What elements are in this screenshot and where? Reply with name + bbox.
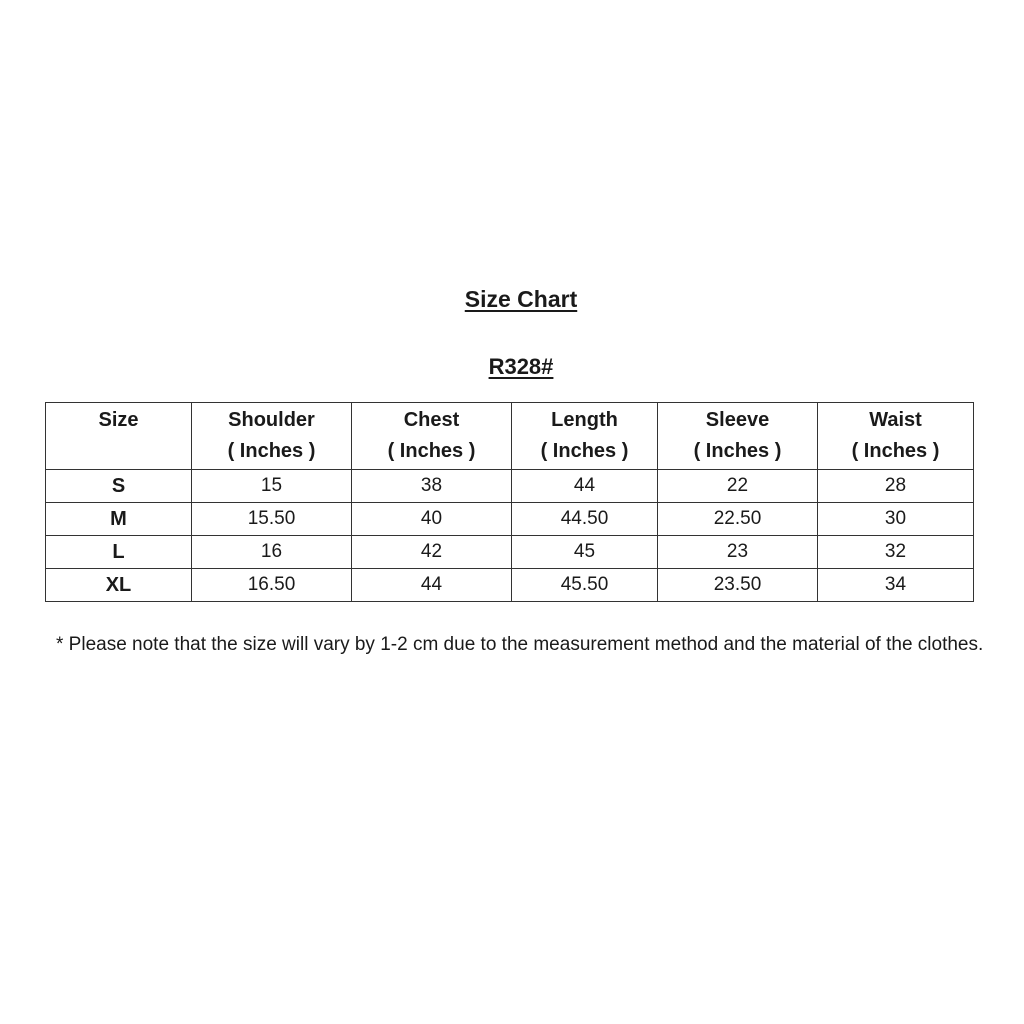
column-header-sleeve	[658, 403, 818, 470]
size-cell: M	[46, 503, 192, 536]
column-header-label: Size	[98, 409, 139, 431]
column-header-label: Waist	[869, 409, 922, 431]
chest-cell: 38	[352, 470, 512, 503]
waist-cell: 28	[818, 470, 974, 503]
length-cell: 44.50	[512, 503, 658, 536]
size-cell: XL	[46, 569, 192, 602]
table-row	[46, 536, 974, 569]
length-cell: 45.50	[512, 569, 658, 602]
column-header-label: Length	[551, 409, 618, 431]
waist-cell: 34	[818, 569, 974, 602]
shoulder-cell: 16.50	[192, 569, 352, 602]
column-header-unit: ( Inches )	[693, 440, 782, 462]
size-cell: S	[46, 470, 192, 503]
column-header-chest	[352, 403, 512, 470]
column-header-unit: ( Inches )	[540, 440, 629, 462]
waist-cell: 32	[818, 536, 974, 569]
column-header-unit: ( Inches )	[851, 440, 940, 462]
chest-cell: 40	[352, 503, 512, 536]
column-header-shoulder	[192, 403, 352, 470]
column-header-label: Sleeve	[705, 409, 770, 431]
shoulder-cell: 15.50	[192, 503, 352, 536]
column-header-unit: ( Inches )	[227, 440, 316, 462]
size-cell: L	[46, 536, 192, 569]
product-code: R328#	[488, 354, 554, 379]
table-row	[46, 569, 974, 602]
shoulder-cell: 15	[192, 470, 352, 503]
column-header-label: Shoulder	[228, 409, 315, 431]
sleeve-cell: 23	[658, 536, 818, 569]
waist-cell: 30	[818, 503, 974, 536]
measurement-note: * Please note that the size will vary by 1-2 cm due to the measurement method and the material of the clothes.	[56, 634, 984, 655]
column-header-size	[46, 403, 192, 470]
size-chart-table	[45, 402, 974, 602]
sleeve-cell: 22	[658, 470, 818, 503]
column-header-waist	[818, 403, 974, 470]
column-header-label: Chest	[403, 409, 460, 431]
column-header-length	[512, 403, 658, 470]
sleeve-cell: 22.50	[658, 503, 818, 536]
chest-cell: 42	[352, 536, 512, 569]
length-cell: 45	[512, 536, 658, 569]
page-title: Size Chart	[464, 286, 578, 312]
chest-cell: 44	[352, 569, 512, 602]
sleeve-cell: 23.50	[658, 569, 818, 602]
shoulder-cell: 16	[192, 536, 352, 569]
column-header-unit: ( Inches )	[387, 440, 476, 462]
table-row	[46, 470, 974, 503]
length-cell: 44	[512, 470, 658, 503]
table-row	[46, 503, 974, 536]
table-header-row	[46, 403, 974, 470]
